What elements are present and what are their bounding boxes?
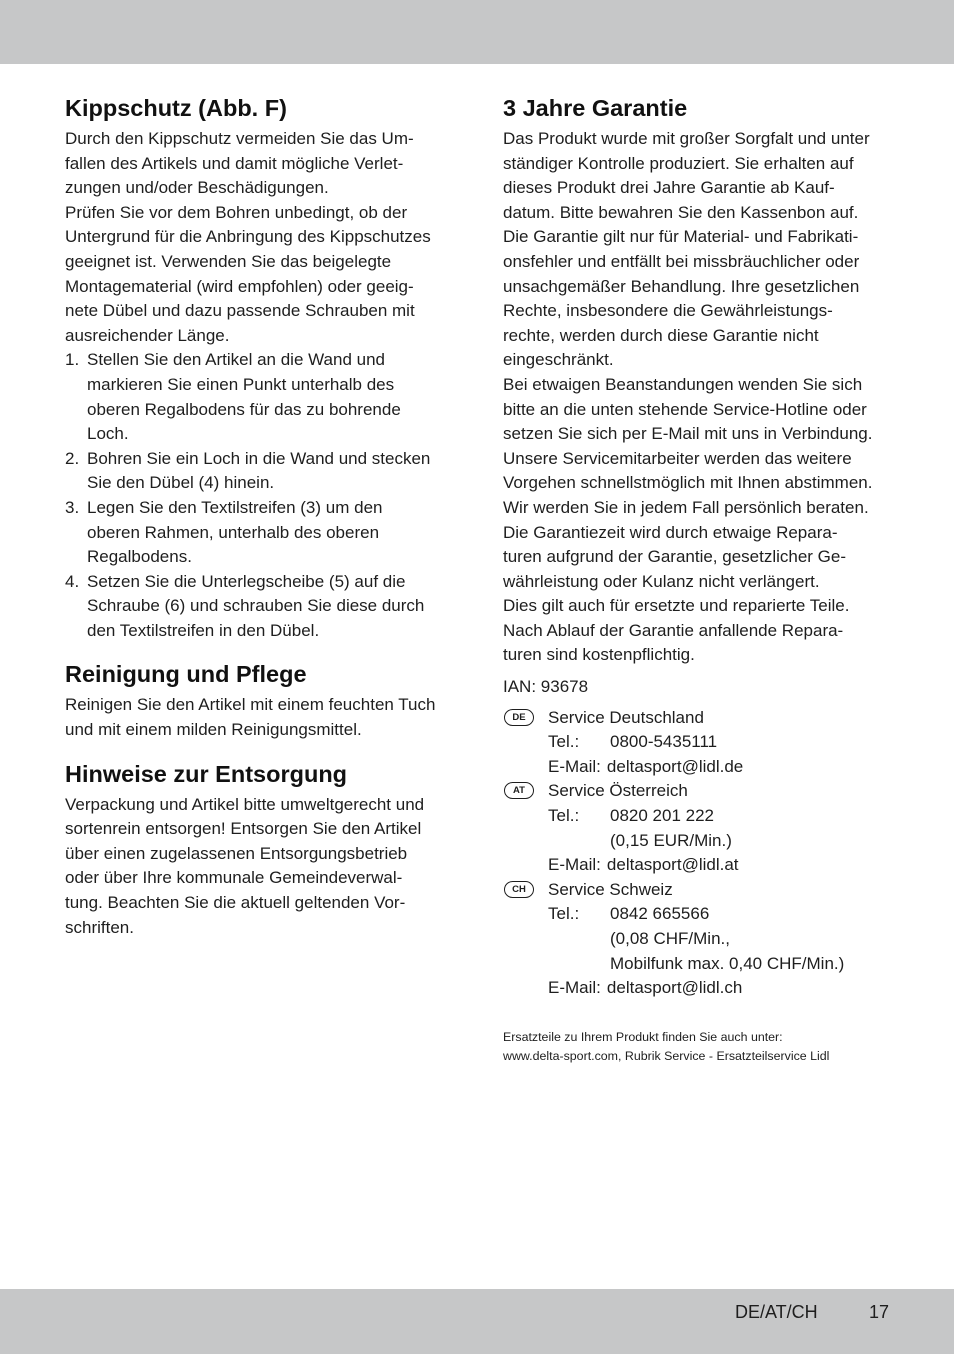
list-item: 1. Stellen Sie den Artikel an die Wand und markieren Sie einen Punkt unterhalb des oberen Regalbodens für das zu bohrende Loch. [65, 350, 401, 444]
list-item: 2. Bohren Sie ein Loch in die Wand und stecken Sie den Dübel (4) hinein. [65, 448, 431, 493]
entsorgung-text: Verpackung und Artikel bitte umweltgerecht und sortenrein entsorgen! Entsorgen Sie den Artikel über einen zugelassenen Entsorgungsbetrieb oder über Ihre kommunale Gemeindeverwal- tung. Beachten Sie die aktuell geltenden Vor- schriften. [65, 794, 425, 937]
email-link[interactable]: deltasport@lidl.at [606, 855, 739, 875]
phone-rate: (0,15 EUR/Min.) [610, 830, 732, 850]
kippschutz-intro: Durch den Kippschutz vermeiden Sie das Um- fallen des Artikels und damit mögliche Verlet- zungen und/oder Beschädigungen. Prüfen Sie vor dem Bohren unbedingt, ob der Untergrund für die Anbringung des Kippschutzes geeignet ist. Verwenden Sie das beigelegte Montagematerial (wird empfohlen) oder geeig- nete Dübel und dazu passende Schrauben mit ausreichender Länge. [65, 129, 431, 345]
section-title-reinigung: Reinigung und Pflege [65, 661, 307, 688]
ersatzteile-note: Ersatzteile zu Ihrem Produkt finden Sie auch unter: www.delta-sport.com, Rubrik Service - Ersatzteilservice Lidl [503, 1028, 895, 1066]
service-oesterreich [503, 779, 895, 877]
email-link[interactable]: deltasport@lidl.de [606, 756, 744, 776]
phone-rate-mobile: Mobilfunk max. 0,40 CHF/Min.) [610, 953, 845, 973]
page-number: 17 [869, 1302, 890, 1322]
phone-number[interactable]: 0820 201 222 [610, 806, 714, 826]
section-title-entsorgung: Hinweise zur Entsorgung [65, 760, 348, 787]
right-column [503, 92, 895, 1066]
email-row: E-Mail: deltasport@lidl.de [548, 755, 895, 780]
service-name: Service Deutschland [548, 707, 704, 727]
tel-row: Tel.: 0820 201 222 (0,15 EUR/Min.) [548, 804, 895, 853]
left-column [65, 92, 457, 940]
section-title-kippschutz: Kippschutz (Abb. F) [65, 95, 287, 121]
service-contacts [503, 706, 895, 1001]
service-schweiz [503, 878, 895, 1001]
ian-number: IAN: 93678 [503, 677, 589, 697]
email-row: E-Mail: deltasport@lidl.ch [548, 976, 895, 1001]
phone-rate: (0,08 CHF/Min., [610, 929, 730, 948]
country-badge-at: AT [504, 782, 534, 799]
footer-region-code: DE/AT/CH [735, 1302, 818, 1322]
section-title-garantie: 3 Jahre Garantie [503, 95, 688, 121]
service-deutschland [503, 706, 895, 780]
email-link[interactable]: deltasport@lidl.ch [606, 978, 743, 998]
email-row: E-Mail: deltasport@lidl.at [548, 853, 895, 878]
list-item: 3. Legen Sie den Textilstreifen (3) um den oberen Rahmen, unterhalb des oberen Regalbodens. [65, 497, 383, 567]
country-badge-ch: CH [504, 881, 534, 898]
ersatzteile-link[interactable]: www.delta-sport.com, Rubrik Service - Ersatzteilservice Lidl [503, 1048, 830, 1063]
phone-number[interactable]: 0800-5435111 [610, 732, 718, 752]
phone-number[interactable]: 0842 665566 [610, 904, 710, 924]
reinigung-text: Reinigen Sie den Artikel mit einem feuchten Tuch und mit einem milden Reinigungsmittel. [65, 695, 436, 740]
country-badge-de: DE [504, 709, 534, 726]
tel-row: Tel.: 0842 665566 (0,08 CHF/Min., Mobilfunk max. 0,40 CHF/Min.) [548, 902, 895, 976]
service-name: Service Österreich [548, 781, 688, 801]
service-name: Service Schweiz [548, 879, 673, 899]
garantie-text: Das Produkt wurde mit großer Sorgfalt und unter ständiger Kontrolle produziert. Sie erhalten auf dieses Produkt drei Jahre Garantie ab Kauf- datum. Bitte bewahren Sie den Kassenbon auf. Die Garantie gilt nur für Material- und Fabrikati- onsfehler und entfällt bei missbräuchlicher oder unsachgemäßer Behandlung. Ihre gesetzlichen Rechte, insbesondere die Gewährleistungs- rechte, werden durch diese Garantie nicht eingeschränkt. Bei etwaigen Beanstandungen wenden Sie sich bitte an die unten stehende Service-Hotline oder setzen Sie sich per E-Mail mit uns in Verbindung. Unsere Servicemitarbeiter werden das weitere Vorgehen schnellstmöglich mit Ihnen abstimmen. Wir werden Sie in jedem Fall persönlich beraten. Die Garantiezeit wird durch etwaige Repara- turen aufgrund der Garantie, gesetzlicher Ge- währleistung oder Kulanz nicht verlängert. Dies gilt auch für ersetzte und reparierte Teile. Nach Ablauf der Garantie anfallende Repara- turen sind kostenpflichtig. [503, 129, 873, 665]
list-item: 4. Setzen Sie die Unterlegscheibe (5) auf die Schraube (6) und schrauben Sie diese durch den Textilstreifen in den Dübel. [65, 571, 425, 640]
kippschutz-steps [65, 348, 457, 643]
header-bar [0, 0, 954, 64]
tel-row: Tel.: 0800-5435111 [548, 730, 895, 755]
